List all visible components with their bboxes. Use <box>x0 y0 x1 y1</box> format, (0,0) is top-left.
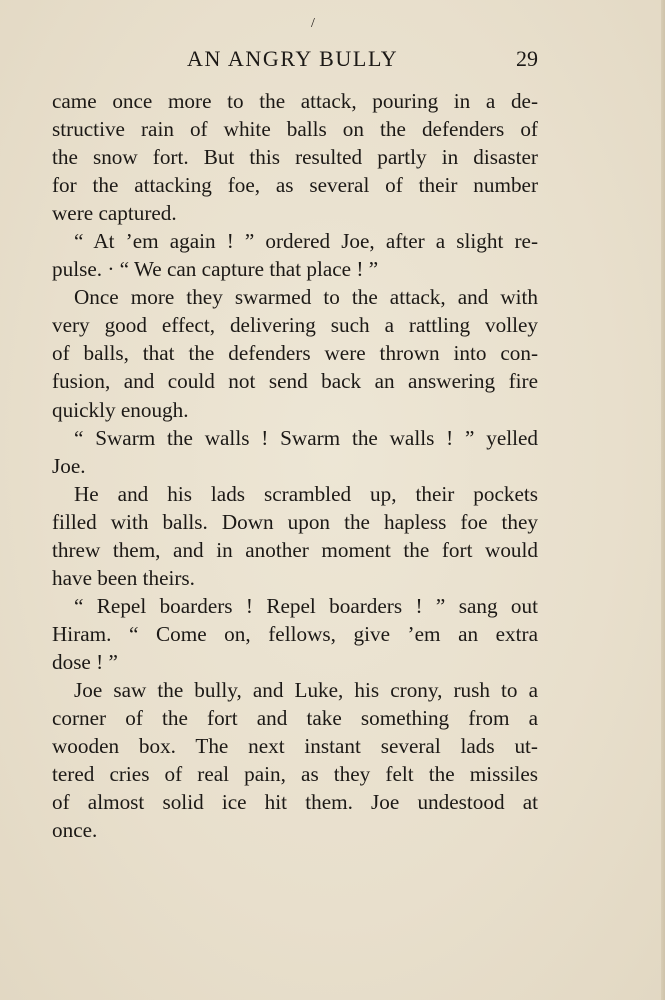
text-line: for the attacking foe, as several of their number <box>52 173 538 198</box>
body-text <box>52 87 538 844</box>
text-line: threw them, and in another moment the fort would <box>52 537 538 562</box>
text-line: pulse. · “ We can capture that place ! ” <box>52 257 379 282</box>
text-line: quickly enough. <box>52 397 189 422</box>
text-line: the snow fort. But this resulted partly in disaster <box>52 145 538 170</box>
text-line: “ At ’em again ! ” ordered Joe, after a slight re- <box>74 229 538 254</box>
text-line: Once more they swarmed to the attack, and with <box>74 285 538 310</box>
text-line: were captured. <box>52 201 177 226</box>
text-line: Hiram. “ Come on, fellows, give ’em an extra <box>52 621 538 646</box>
running-head: AN ANGRY BULLY <box>187 46 399 71</box>
text-line: tered cries of real pain, as they felt the missiles <box>52 762 538 787</box>
text-line: wooden box. The next instant several lads ut- <box>52 734 538 759</box>
page-header <box>52 44 538 74</box>
text-line: once. <box>52 818 98 843</box>
text-line: filled with balls. Down upon the hapless foe they <box>52 509 538 534</box>
text-line: Joe. <box>52 453 86 478</box>
page-speck-mark: / <box>311 16 315 31</box>
text-line: have been theirs. <box>52 565 195 590</box>
text-line: Joe saw the bully, and Luke, his crony, rush to a <box>74 677 538 702</box>
text-line: He and his lads scrambled up, their pockets <box>74 481 538 506</box>
text-line: of almost solid ice hit them. Joe undestood at <box>52 790 538 815</box>
page-number: 29 <box>516 46 538 71</box>
text-line: dose ! ” <box>52 649 118 674</box>
text-line: came once more to the attack, pouring in a de- <box>52 89 538 113</box>
text-line: corner of the fort and take something from a <box>52 706 538 731</box>
text-line: structive rain of white balls on the defenders of <box>52 117 538 142</box>
text-line: fusion, and could not send back an answering fire <box>52 369 538 394</box>
text-line: of balls, that the defenders were thrown into con- <box>52 341 538 366</box>
text-line: very good effect, delivering such a rattling volley <box>52 313 538 338</box>
page-edge <box>661 0 665 1000</box>
text-line: “ Swarm the walls ! Swarm the walls ! ” yelled <box>74 425 538 450</box>
text-line: “ Repel boarders ! Repel boarders ! ” sang out <box>74 593 538 618</box>
